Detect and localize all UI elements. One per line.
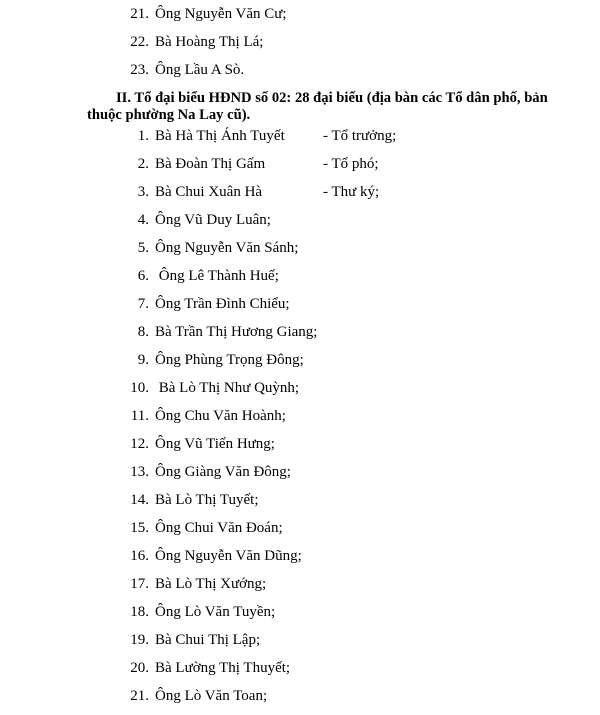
item-number: 11. (130, 408, 149, 424)
item-number: 1. (137, 128, 149, 144)
member-name: Bà Lường Thị Thuyết; (155, 660, 291, 676)
item-number: 23. (130, 62, 149, 78)
member-name: Ông Vũ Duy Luân; (155, 212, 271, 228)
list-item (0, 0, 600, 28)
member-name: Ông Nguyễn Văn Cư; (155, 6, 287, 22)
member-name: Bà Trần Thị Hương Giang; (155, 324, 318, 340)
list-item (0, 56, 600, 84)
member-name: Ông Chu Văn Hoành; (155, 408, 286, 424)
item-number: 21. (130, 6, 149, 22)
list-item (0, 178, 600, 206)
item-number: 5. (137, 240, 149, 256)
item-number: 18. (130, 604, 149, 620)
member-name: Ông Lê Thành Huế; (155, 268, 279, 284)
member-name: Ông Nguyễn Văn Sánh; (155, 240, 299, 256)
item-number: 8. (137, 324, 149, 340)
list-item (0, 374, 600, 402)
list-item (0, 626, 600, 654)
item-number: 7. (137, 296, 149, 312)
item-number: 9. (137, 352, 149, 368)
list-item (0, 346, 600, 374)
member-list (0, 122, 600, 710)
item-number: 4. (137, 212, 149, 228)
member-role: - Tổ trưởng; (323, 128, 397, 144)
item-number: 17. (130, 576, 149, 592)
item-number: 6. (137, 268, 149, 284)
member-name: Ông Lò Văn Toan; (155, 688, 268, 704)
list-item (0, 682, 600, 710)
member-name: Ông Vũ Tiến Hưng; (155, 436, 275, 452)
member-name: Bà Đoàn Thị Gấm (155, 156, 266, 172)
item-number: 14. (130, 492, 149, 508)
list-item (0, 486, 600, 514)
list-item (0, 318, 600, 346)
member-name: Ông Phùng Trọng Đông; (155, 352, 304, 368)
member-name: Ông Chui Văn Đoán; (155, 520, 283, 536)
member-name: Ông Lầu A Sò. (155, 62, 245, 78)
member-name: Ông Giàng Văn Đông; (155, 464, 291, 480)
list-item (0, 122, 600, 150)
list-item (0, 150, 600, 178)
member-name: Ông Lò Văn Tuyền; (155, 604, 276, 620)
list-item (0, 402, 600, 430)
member-name: Bà Lò Thị Xướng; (155, 576, 267, 592)
list-item (0, 290, 600, 318)
item-number: 20. (130, 660, 149, 676)
member-name: Bà Hoàng Thị Lá; (155, 34, 264, 50)
list-item (0, 430, 600, 458)
list-item (0, 28, 600, 56)
member-name: Bà Lò Thị Tuyết; (155, 492, 259, 508)
top-member-list (0, 0, 600, 84)
item-number: 15. (130, 520, 149, 536)
list-item (0, 514, 600, 542)
item-number: 13. (130, 464, 149, 480)
list-item (0, 598, 600, 626)
member-role: - Thư ký; (323, 184, 380, 200)
member-name: Ông Nguyễn Văn Dũng; (155, 548, 302, 564)
item-number: 12. (130, 436, 149, 452)
member-name: Ông Trần Đình Chiểu; (155, 296, 290, 312)
member-role: - Tổ phó; (323, 156, 379, 172)
item-number: 16. (130, 548, 149, 564)
list-item (0, 206, 600, 234)
item-number: 22. (130, 34, 149, 50)
list-item (0, 262, 600, 290)
item-number: 21. (130, 688, 149, 704)
section-heading-line-1: II. Tổ đại biểu HĐND số 02: 28 đại biểu (địa bàn các Tổ dân phố, bản (116, 90, 548, 106)
list-item (0, 570, 600, 598)
list-item (0, 542, 600, 570)
item-number: 19. (130, 632, 149, 648)
list-item (0, 234, 600, 262)
member-name: Bà Hà Thị Ánh Tuyết (155, 128, 285, 144)
section-heading (87, 90, 583, 124)
item-number: 10. (130, 380, 149, 396)
item-number: 2. (137, 156, 149, 172)
member-name: Bà Chui Xuân Hà (155, 184, 263, 200)
list-item (0, 654, 600, 682)
section-heading-line-2: thuộc phường Na Lay cũ). (87, 107, 251, 123)
list-item (0, 458, 600, 486)
member-name: Bà Chui Thị Lập; (155, 632, 261, 648)
item-number: 3. (137, 184, 149, 200)
member-name: Bà Lò Thị Như Quỳnh; (155, 380, 300, 396)
